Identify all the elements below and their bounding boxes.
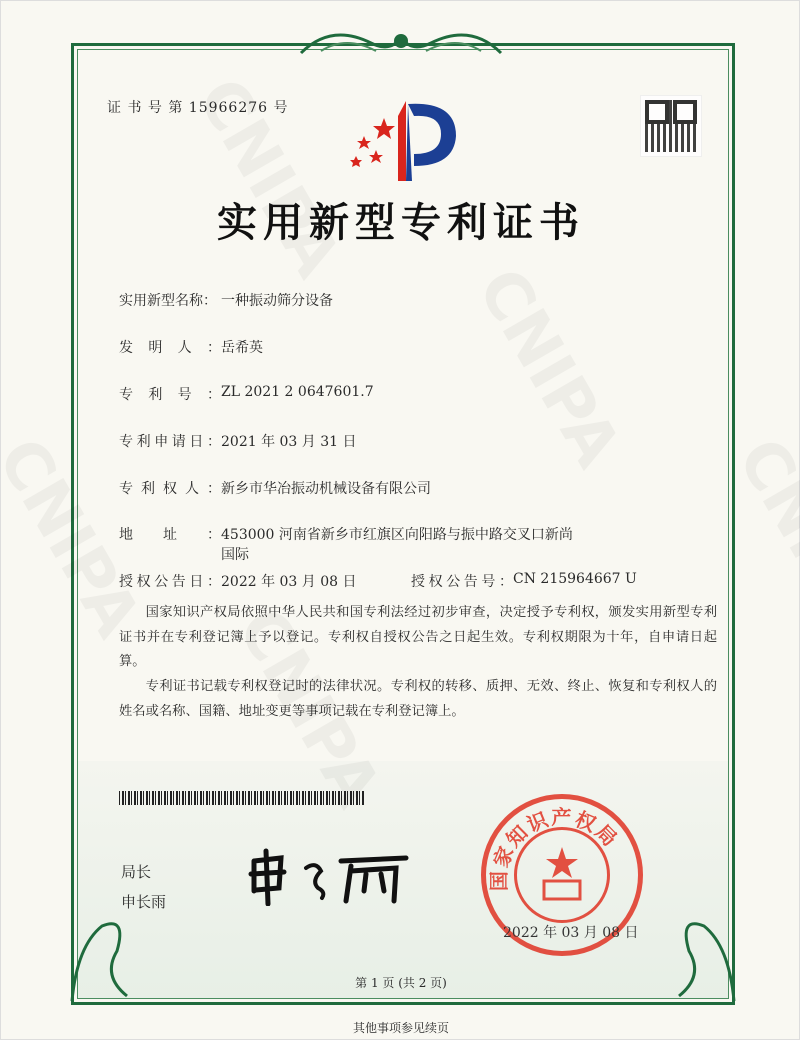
field-utility-model-name — [119, 290, 333, 310]
continuation-note: 其他事项参见续页 — [352, 1021, 449, 1035]
seal-date: 2022 年 03 月 08 日 — [503, 925, 639, 941]
field-label: 实用新型名称： — [119, 293, 217, 309]
field-label: 发明人： — [119, 340, 221, 356]
field-label: 授权公告日： — [119, 574, 221, 590]
field-application-date — [119, 431, 357, 451]
cnipa-logo-icon — [346, 96, 466, 186]
field-inventor — [119, 337, 263, 357]
certificate-number: 证 书 号 第 15966276 号 — [107, 100, 289, 116]
field-value — [221, 524, 573, 564]
field-value: CN 215964667 U — [513, 571, 637, 587]
director-name: 申长雨 — [121, 893, 167, 911]
field-announcement-number — [411, 571, 637, 591]
field-patentee — [119, 478, 431, 498]
field-value: 2021 年 03 月 31 日 — [221, 434, 357, 450]
field-value: 新乡市华冶振动机械设备有限公司 — [221, 481, 431, 497]
field-grant-date — [119, 571, 357, 591]
statement-paragraph: 国家知识产权局依照中华人民共和国专利法经过初步审查，决定授予专利权，颁发实用新型专利证书并在专利登记簿上予以登记。专利权自授权公告之日起生效。专利权期限为十年，自申请日起算。 — [119, 605, 717, 670]
field-value: 一种振动筛分设备 — [221, 293, 333, 309]
field-value: 2022 年 03 月 08 日 — [221, 574, 357, 590]
field-label: 授权公告号： — [411, 574, 513, 590]
address-line-1: 453000 河南省新乡市红旗区向阳路与振中路交叉口新尚 — [221, 527, 573, 543]
top-ornament-icon — [291, 23, 511, 63]
field-patent-number — [119, 384, 374, 404]
field-label: 专利号： — [119, 387, 221, 403]
field-value: ZL 2021 2 0647601.7 — [221, 384, 374, 400]
corner-ornament-left-icon — [67, 906, 137, 1006]
field-label: 专利权人： — [119, 481, 221, 497]
statement-paragraph: 专利证书记载专利权登记时的法律状况。专利权的转移、质押、无效、终止、恢复和专利权人的姓名或名称、国籍、地址变更等事项记载在专利登记簿上。 — [119, 679, 717, 719]
corner-ornament-right-icon — [669, 906, 739, 1006]
qr-code — [641, 96, 701, 156]
svg-text:国家知识产权局: 国家知识产权局 — [486, 805, 624, 892]
page-title: 实用新型专利证书 — [217, 200, 585, 246]
field-label: 专利申请日： — [119, 434, 221, 450]
page-number: 第 1 页 (共 2 页) — [355, 976, 447, 990]
signature-icon — [246, 846, 416, 906]
address-line-2: 国际 — [221, 547, 249, 563]
field-label: 地址： — [119, 527, 221, 543]
field-value: 岳希英 — [221, 340, 263, 356]
barcode — [119, 791, 364, 805]
director-title: 局长 — [121, 863, 152, 881]
field-address — [119, 524, 573, 564]
